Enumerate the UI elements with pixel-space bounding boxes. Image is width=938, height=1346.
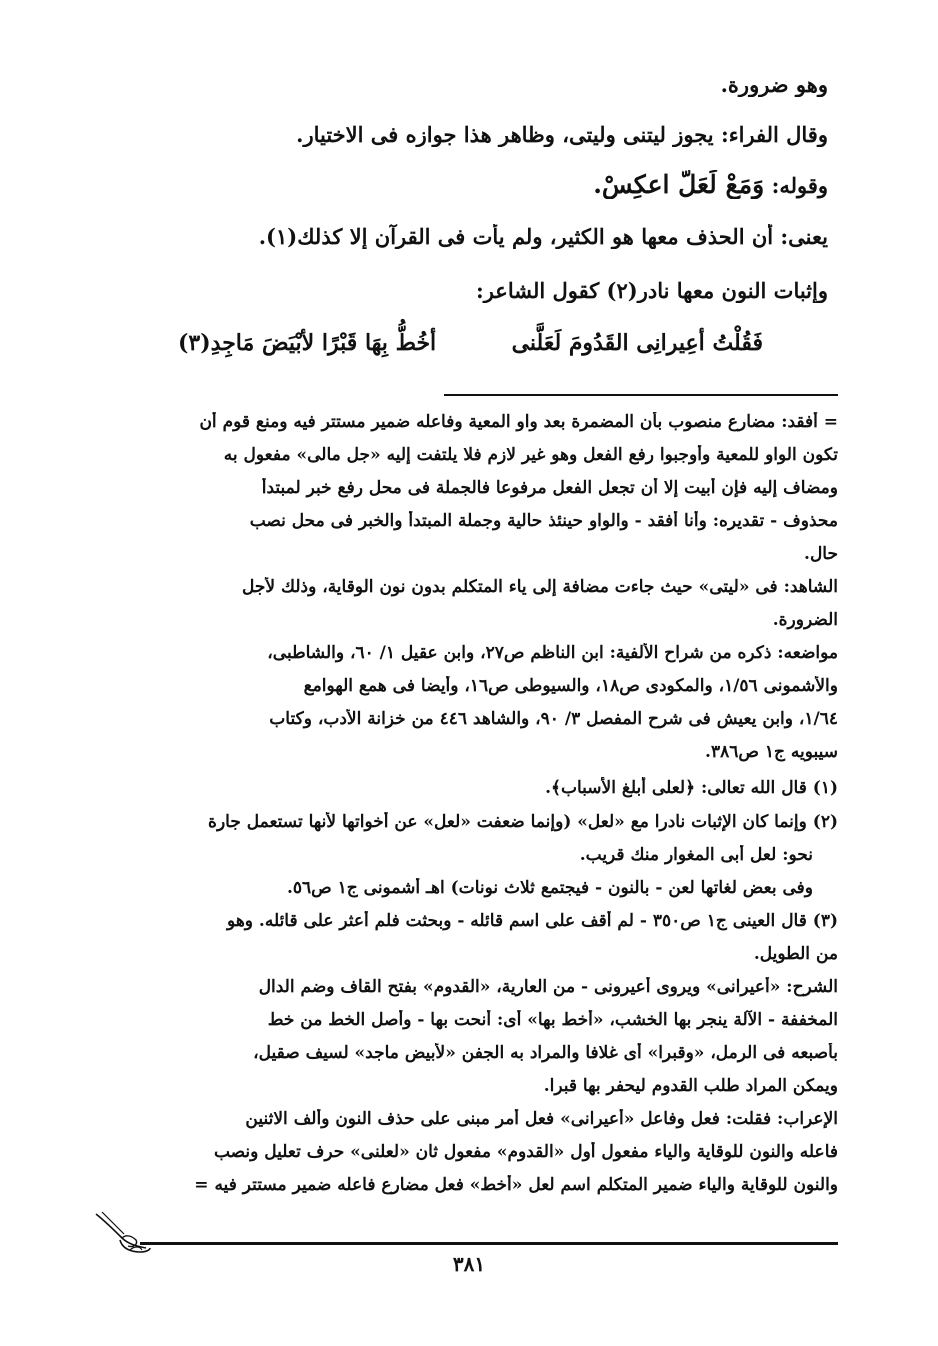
main-line-4: يعنى: أن الحذف معها هو الكثير، ولم يأت فى القرآن إلا كذلك(١). <box>258 224 828 249</box>
footnote-3: (٣) قال العينى ج١ ص٣٥٠ - لم أقف على اسم قائله - وبحثت فلم أعثر على قائله. وهو <box>227 911 838 931</box>
footnote-line: المخففة - الآلة ينجر بها الخشب، «أخط بها» أى: أنحت بها - وأصل الخط من خط <box>267 1010 838 1030</box>
footnote-line: الضرورة. <box>772 610 838 630</box>
footnote-line: الشرح: «أعيرانى» ويروى أعيرونى - من العارية، «القدوم» بفتح القاف وضم الدال <box>258 977 838 997</box>
footnote-line: والنون للوقاية والياء ضمير المتكلم اسم لعل «أخط» فعل مضارع فاعله ضمير مستتر فيه = <box>194 1175 838 1195</box>
main-line-1: وهو ضرورة. <box>720 72 828 97</box>
alfiyya-quote: وَمَعْ لَعَلَّ اعكِسْ. <box>593 170 765 199</box>
main-line-2: وقال الفراء: يجوز ليتنى وليتى، وظاهر هذا جوازه فى الاختيار. <box>296 122 828 147</box>
footnote-line: والأشمونى ١/٥٦، والمكودى ص١٨، والسيوطى ص١٦، وأيضا فى همع الهوامع <box>303 676 838 696</box>
footnote-line: محذوف - تقديره: وأنا أفقد - والواو حينئذ حالية وجملة المبتدأ والخبر فى محل نصب <box>249 511 838 531</box>
footnote-line: من الطويل. <box>753 944 838 964</box>
footnote-2: (٢) وإنما كان الإثبات نادرا مع «لعل» (وإنما ضعفت «لعل» عن أخواتها لأنها تستعمل جارة <box>208 812 838 832</box>
main-line-3 <box>108 170 828 199</box>
footnote-line: الشاهد: فى «ليتى» حيث جاءت مضافة إلى ياء المتكلم بدون نون الوقاية، وذلك لأجل <box>242 577 838 597</box>
footnote-line: ١/٦٤، وابن يعيش فى شرح المفصل ٣/ ٩٠، والشاهد ٤٤٦ من خزانة الأدب، وكتاب <box>269 709 838 729</box>
footnote-line: الإعراب: فقلت: فعل وفاعل «أعيرانى» فعل أمر مبنى على حذف النون وألف الاثنين <box>245 1109 838 1129</box>
bottom-rule <box>140 1242 838 1245</box>
footnote-line: = أفقد: مضارع منصوب بأن المضمرة بعد واو المعية وفاعله ضمير مستتر فيه ومنع قوم أن <box>199 412 838 432</box>
pointing-hand-icon <box>92 1208 152 1256</box>
footnote-1: (١) قال الله تعالى: ﴿لعلى أبلغ الأسباب﴾. <box>545 778 838 798</box>
footnote-separator <box>444 394 838 396</box>
footnote-line: نحو: لعل أبى المغوار منك قريب. <box>579 845 813 865</box>
footnote-line: حال. <box>804 544 838 564</box>
verse-second-hemistich: أخُطُّ بِهَا قَبْرًا لأبْيَضَ مَاجِدِ(٣) <box>178 330 437 356</box>
footnote-line: مواضعه: ذكره من شراح الألفية: ابن الناظم ص٢٧، وابن عقيل ١/ ٦٠، والشاطبى، <box>267 643 838 663</box>
main-line-3-prefix: وقوله: <box>771 173 828 198</box>
footnote-line: تكون الواو للمعية وأوجبوا رفع الفعل وهو غير لازم فلا يلتفت إليه «جل مالى» مفعول به <box>223 445 838 465</box>
footnote-line: سيبويه ج١ ص٣٨٦. <box>705 742 838 762</box>
footnote-line: ويمكن المراد طلب القدوم ليحفر بها قبرا. <box>543 1076 838 1096</box>
footnote-line: بأصبعه فى الرمل، «وقبرا» أى غلافا والمراد به الجفن «لأبيض ماجد» لسيف صقيل، <box>253 1043 838 1063</box>
footnote-line: وفى بعض لغاتها لعن - بالنون - فيجتمع ثلاث نونات) اهـ أشمونى ج١ ص٥٦. <box>286 878 813 898</box>
footnote-line: ومضاف إليه فإن أبيت إلا أن تجعل الفعل مرفوعا فالجملة فى محل رفع خبر لمبتدأ <box>261 478 838 498</box>
main-line-5: وإثبات النون معها نادر(٢) كقول الشاعر: <box>475 278 828 303</box>
footnote-line: فاعله والنون للوقاية والياء مفعول أول «القدوم» مفعول ثان «لعلنى» حرف تعليل ونصب <box>213 1142 838 1162</box>
verse-first-hemistich: فَقُلْتُ أعِيرانِى القَدُومَ لَعَلَّنى <box>511 330 763 356</box>
page-number: ٣٨١ <box>452 1252 486 1276</box>
